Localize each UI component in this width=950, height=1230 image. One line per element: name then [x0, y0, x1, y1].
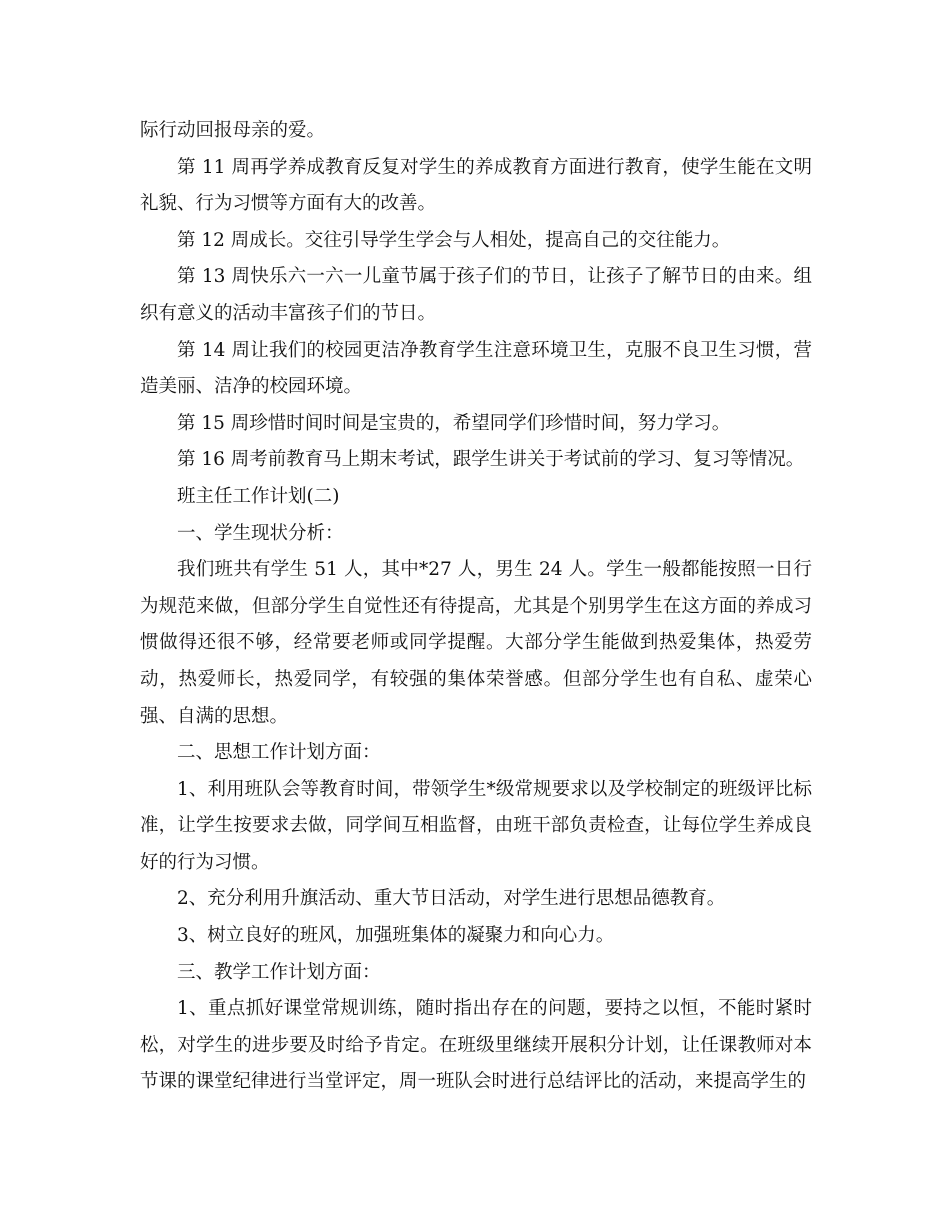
paragraph-week-15: 第 15 周珍惜时间时间是宝贵的，希望同学们珍惜时间，努力学习。 [177, 412, 731, 434]
paragraph-week-11: 第 11 周再学养成教育反复对学生的养成教育方面进行教育，使学生能在文明礼貌、行为习惯等方面有大的改善。 [140, 156, 812, 215]
heading-ideology-plan: 二、思想工作计划方面： [177, 742, 381, 764]
document-body [140, 113, 812, 1101]
heading-student-analysis: 一、学生现状分析： [177, 522, 344, 544]
paragraph-ideology-2: 2、充分利用升旗活动、重大节日活动，对学生进行思想品德教育。 [177, 888, 726, 910]
paragraph-continuation: 际行动回报母亲的爱。 [140, 120, 326, 141]
paragraph-week-16: 第 16 周考前教育马上期末考试，跟学生讲关于考试前的学习、复习等情况。 [177, 449, 805, 471]
paragraph-ideology-3: 3、树立良好的班风，加强班集体的凝聚力和向心力。 [177, 925, 615, 947]
section-title-plan-2: 班主任工作计划(二) [177, 485, 340, 507]
paragraph-ideology-1: 1、利用班队会等教育时间，带领学生*级常规要求以及学校制定的班级评比标准，让学生按要求去做，同学间互相监督，由班干部负责检查，让每位学生养成良好的行为习惯。 [140, 778, 812, 873]
paragraph-teaching-1: 1、重点抓好课堂常规训练，随时指出存在的问题，要持之以恒，不能时紧时松，对学生的进步要及时给予肯定。在班级里继续开展积分计划，让任课教师对本节课的课堂纪律进行当堂评定，周一班队会时进行总结评比的活动，来提高学生的 [140, 998, 812, 1093]
paragraph-student-analysis: 我们班共有学生 51 人，其中*27 人，男生 24 人。学生一般都能按照一日行为规范来做，但部分学生自觉性还有待提高，尤其是个别男学生在这方面的养成习惯做得还很不够，经常要老师或同学提醒。大部分学生能做到热爱集体，热爱劳动，热爱师长，热爱同学，有较强的集体荣誉感。但部分学生也有自私、虚荣心强、自满的思想。 [140, 559, 812, 727]
heading-teaching-plan: 三、教学工作计划方面： [177, 961, 381, 983]
paragraph-week-12: 第 12 周成长。交往引导学生学会与人相处，提高自己的交往能力。 [177, 229, 731, 251]
paragraph-week-14: 第 14 周让我们的校园更洁净教育学生注意环境卫生，克服不良卫生习惯，营造美丽、洁净的校园环境。 [140, 339, 812, 398]
paragraph-week-13: 第 13 周快乐六一六一儿童节属于孩子们的节日，让孩子了解节日的由来。组织有意义的活动丰富孩子们的节日。 [140, 266, 812, 324]
